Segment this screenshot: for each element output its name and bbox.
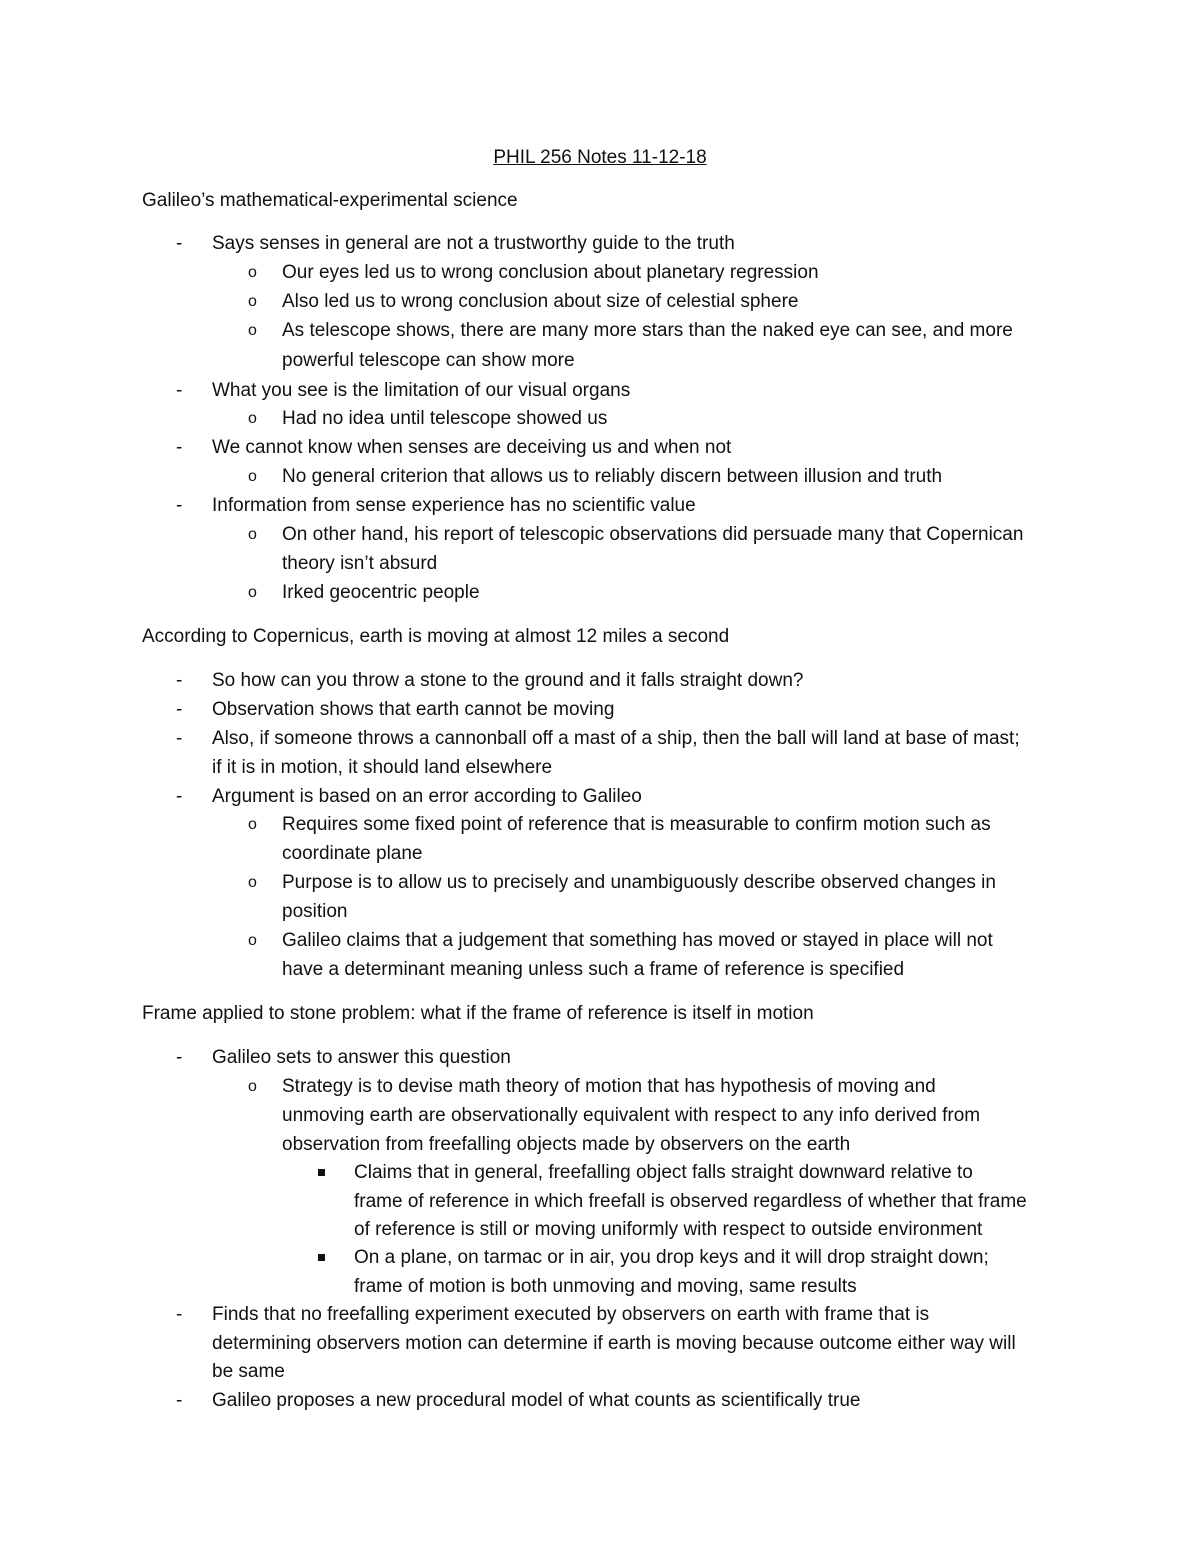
list-item: Also, if someone throws a cannonball off a mast of a ship, then the ball will land at base of mast;	[212, 728, 1020, 749]
list-item: What you see is the limitation of our visual organs	[212, 380, 631, 401]
dash-bullet: -	[176, 728, 183, 749]
list-item-continuation: coordinate plane	[282, 843, 423, 864]
list-item-continuation: unmoving earth are observationally equivalent with respect to any info derived from	[282, 1105, 981, 1126]
list-item: Also led us to wrong conclusion about size of celestial sphere	[282, 291, 799, 312]
circle-bullet: o	[248, 816, 257, 833]
list-item: Claims that in general, freefalling object falls straight downward relative to	[354, 1162, 973, 1183]
list-item: On a plane, on tarmac or in air, you drop keys and it will drop straight down;	[354, 1247, 989, 1268]
list-item: Requires some fixed point of reference that is measurable to confirm motion such as	[282, 814, 991, 835]
circle-bullet: o	[248, 322, 257, 339]
section-heading-galileo-science: Galileo’s mathematical-experimental science	[142, 190, 518, 211]
dash-bullet: -	[176, 1304, 183, 1325]
dash-bullet: -	[176, 786, 183, 807]
circle-bullet: o	[248, 468, 257, 485]
circle-bullet: o	[248, 584, 257, 601]
circle-bullet: o	[248, 874, 257, 891]
dash-bullet: -	[176, 670, 183, 691]
list-item: So how can you throw a stone to the ground and it falls straight down?	[212, 670, 804, 691]
list-item: Galileo sets to answer this question	[212, 1047, 511, 1068]
list-item-continuation: observation from freefalling objects made by observers on the earth	[282, 1134, 851, 1155]
circle-bullet: o	[248, 264, 257, 281]
list-item: Finds that no freefalling experiment executed by observers on earth with frame that is	[212, 1304, 930, 1325]
list-item: We cannot know when senses are deceiving us and when not	[212, 437, 732, 458]
dash-bullet: -	[176, 1390, 183, 1411]
section-heading-frame: Frame applied to stone problem: what if the frame of reference is itself in motion	[142, 1003, 814, 1024]
list-item: Argument is based on an error according to Galileo	[212, 786, 642, 807]
list-item-continuation: frame of reference in which freefall is observed regardless of whether that frame	[354, 1191, 1027, 1212]
list-item: Had no idea until telescope showed us	[282, 408, 608, 429]
list-item: Irked geocentric people	[282, 582, 480, 603]
list-item: Our eyes led us to wrong conclusion about planetary regression	[282, 262, 819, 283]
square-bullet	[318, 1254, 325, 1261]
list-item: No general criterion that allows us to reliably discern between illusion and truth	[282, 466, 943, 487]
page-title: PHIL 256 Notes 11-12-18	[493, 147, 707, 168]
list-item-continuation: position	[282, 901, 348, 922]
dash-bullet: -	[176, 699, 183, 720]
list-item-continuation: theory isn’t absurd	[282, 553, 438, 574]
list-item-continuation: determining observers motion can determine if earth is moving because outcome either way will	[212, 1333, 1016, 1354]
list-item: Galileo proposes a new procedural model of what counts as scientifically true	[212, 1390, 861, 1411]
square-bullet	[318, 1169, 325, 1176]
list-item: Says senses in general are not a trustworthy guide to the truth	[212, 233, 735, 254]
list-item: On other hand, his report of telescopic observations did persuade many that Copernican	[282, 524, 1024, 545]
dash-bullet: -	[176, 380, 183, 401]
circle-bullet: o	[248, 1078, 257, 1095]
circle-bullet: o	[248, 293, 257, 310]
list-item-continuation: powerful telescope can show more	[282, 350, 575, 371]
list-item: Information from sense experience has no scientific value	[212, 495, 696, 516]
list-item-continuation: of reference is still or moving uniformly with respect to outside environment	[354, 1219, 983, 1240]
dash-bullet: -	[176, 495, 183, 516]
list-item: As telescope shows, there are many more stars than the naked eye can see, and more	[282, 320, 1013, 341]
list-item-continuation: have a determinant meaning unless such a frame of reference is specified	[282, 959, 905, 980]
list-item-continuation: if it is in motion, it should land elsewhere	[212, 757, 553, 778]
dash-bullet: -	[176, 437, 183, 458]
dash-bullet: -	[176, 233, 183, 254]
list-item: Strategy is to devise math theory of motion that has hypothesis of moving and	[282, 1076, 936, 1097]
circle-bullet: o	[248, 526, 257, 543]
list-item-continuation: be same	[212, 1361, 285, 1382]
list-item: Galileo claims that a judgement that something has moved or stayed in place will not	[282, 930, 993, 951]
circle-bullet: o	[248, 932, 257, 949]
section-heading-copernicus: According to Copernicus, earth is moving at almost 12 miles a second	[142, 626, 730, 647]
list-item: Purpose is to allow us to precisely and unambiguously describe observed changes in	[282, 872, 996, 893]
list-item-continuation: frame of motion is both unmoving and moving, same results	[354, 1276, 857, 1297]
dash-bullet: -	[176, 1047, 183, 1068]
list-item: Observation shows that earth cannot be moving	[212, 699, 615, 720]
circle-bullet: o	[248, 410, 257, 427]
